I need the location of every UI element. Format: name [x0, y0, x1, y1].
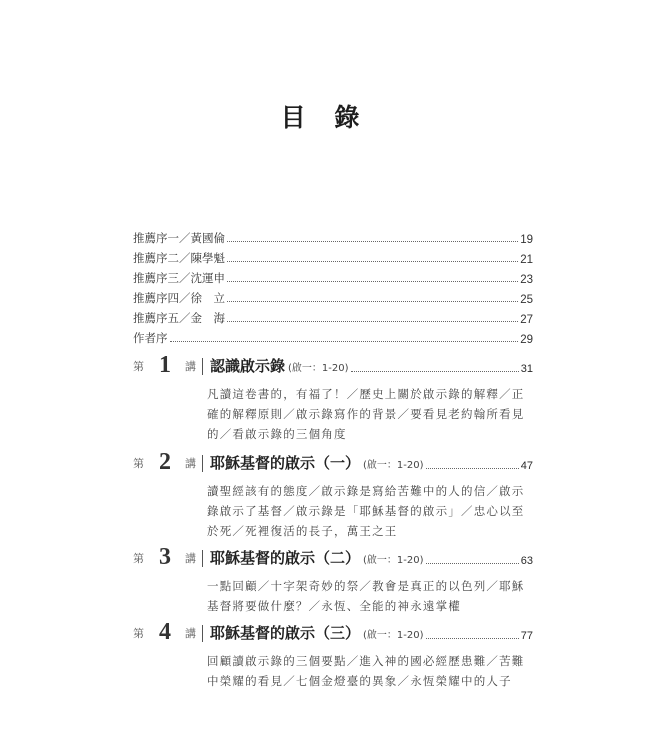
lecture-title: 耶穌基督的啟示（三）: [210, 624, 361, 642]
lecture-suffix: 講: [185, 457, 196, 470]
lecture-prefix: 第: [133, 552, 144, 565]
toc-entry-label: 推薦序五／金 海: [133, 311, 225, 325]
lecture-reference: (啟一：1-20): [363, 555, 424, 566]
lecture-description: 凡讀這卷書的，有福了！／歷史上關於啟示錄的解釋／正確的解釋原則／啟示錄寫作的背景／要看見老約翰所看見的／看啟示錄的三個角度: [207, 387, 525, 441]
lecture-description: 回顧讀啟示錄的三個要點／進入神的國必經歷患難／苦難中榮耀的看見／七個金燈臺的異象／永恆榮耀中的人子: [207, 654, 525, 688]
lecture-suffix: 講: [185, 627, 196, 640]
lecture-number: 1: [159, 352, 171, 378]
toc-entry-preface-2[interactable]: [133, 246, 533, 266]
lecture-description: 一點回顧／十字架奇妙的祭／教會是真正的以色列／耶穌基督將要做什麼？／永恆、全能的神永遠掌權: [207, 579, 525, 613]
lecture-page: 63: [520, 555, 533, 567]
page-title: 目 錄: [280, 103, 370, 132]
lecture-prefix: 第: [133, 627, 144, 640]
dot-leader: [227, 240, 518, 242]
toc-entry-page: 19: [520, 234, 533, 246]
toc-entry-preface-3[interactable]: [133, 266, 533, 286]
dot-leader: [426, 637, 519, 639]
lecture-suffix: 講: [185, 360, 196, 373]
lecture-description: 讀聖經該有的態度／啟示錄是寫給苦難中的人的信／啟示錄啟示了基督／啟示錄是「耶穌基督的啟示」／忠心以至於死／死裡復活的長子，萬王之王: [207, 484, 525, 538]
lecture-number: 2: [159, 449, 171, 475]
toc-entry-page: 21: [520, 254, 533, 266]
toc-entry-author-preface[interactable]: [133, 326, 533, 346]
dot-leader: [426, 562, 519, 564]
dot-leader: [227, 300, 518, 302]
lecture-page: 77: [520, 630, 533, 642]
toc-lecture-4: [133, 619, 533, 691]
lecture-reference: (啟一：1-20): [363, 460, 424, 471]
toc-entry-page: 25: [520, 294, 533, 306]
lecture-prefix: 第: [133, 360, 144, 373]
lecture-number: 3: [159, 544, 171, 570]
dot-leader: [227, 280, 518, 282]
lecture-heading[interactable]: [133, 449, 533, 475]
toc-entry-preface-5[interactable]: [133, 306, 533, 326]
lecture-suffix: 講: [185, 552, 196, 565]
toc-entry-preface-4[interactable]: [133, 286, 533, 306]
toc-lecture-1: [133, 352, 533, 444]
vertical-divider: [202, 455, 203, 472]
toc-entry-label: 作者序: [133, 331, 168, 345]
lecture-number: 4: [159, 619, 171, 645]
toc-entry-label: 推薦序四／徐 立: [133, 291, 225, 305]
lecture-page: 31: [520, 363, 533, 375]
dot-leader: [170, 340, 519, 342]
vertical-divider: [202, 625, 203, 642]
lecture-title: 耶穌基督的啟示（一）: [210, 454, 361, 472]
lecture-reference: (啟一：1-20): [288, 363, 349, 374]
toc-entry-page: 27: [520, 314, 533, 326]
lecture-heading[interactable]: [133, 544, 533, 570]
lecture-title: 認識啟示錄: [210, 357, 286, 375]
toc-lecture-2: [133, 449, 533, 541]
lecture-reference: (啟一：1-20): [363, 630, 424, 641]
vertical-divider: [202, 550, 203, 567]
dot-leader: [426, 467, 519, 469]
dot-leader: [351, 370, 519, 372]
toc-lecture-3: [133, 544, 533, 616]
dot-leader: [227, 320, 518, 322]
toc-entry-page: 29: [520, 334, 533, 346]
lecture-heading[interactable]: [133, 619, 533, 645]
lecture-prefix: 第: [133, 457, 144, 470]
dot-leader: [227, 260, 518, 262]
toc-entry-page: 23: [520, 274, 533, 286]
toc-entry-label: 推薦序三／沈運申: [133, 271, 225, 285]
toc-entry-preface-1[interactable]: [133, 226, 533, 246]
lecture-page: 47: [520, 460, 533, 472]
lecture-heading[interactable]: [133, 352, 533, 378]
vertical-divider: [202, 358, 203, 375]
lecture-title: 耶穌基督的啟示（二）: [210, 549, 361, 567]
toc-entry-label: 推薦序一／黃國倫: [133, 231, 225, 245]
toc-entry-label: 推薦序二／陳學魁: [133, 251, 225, 265]
